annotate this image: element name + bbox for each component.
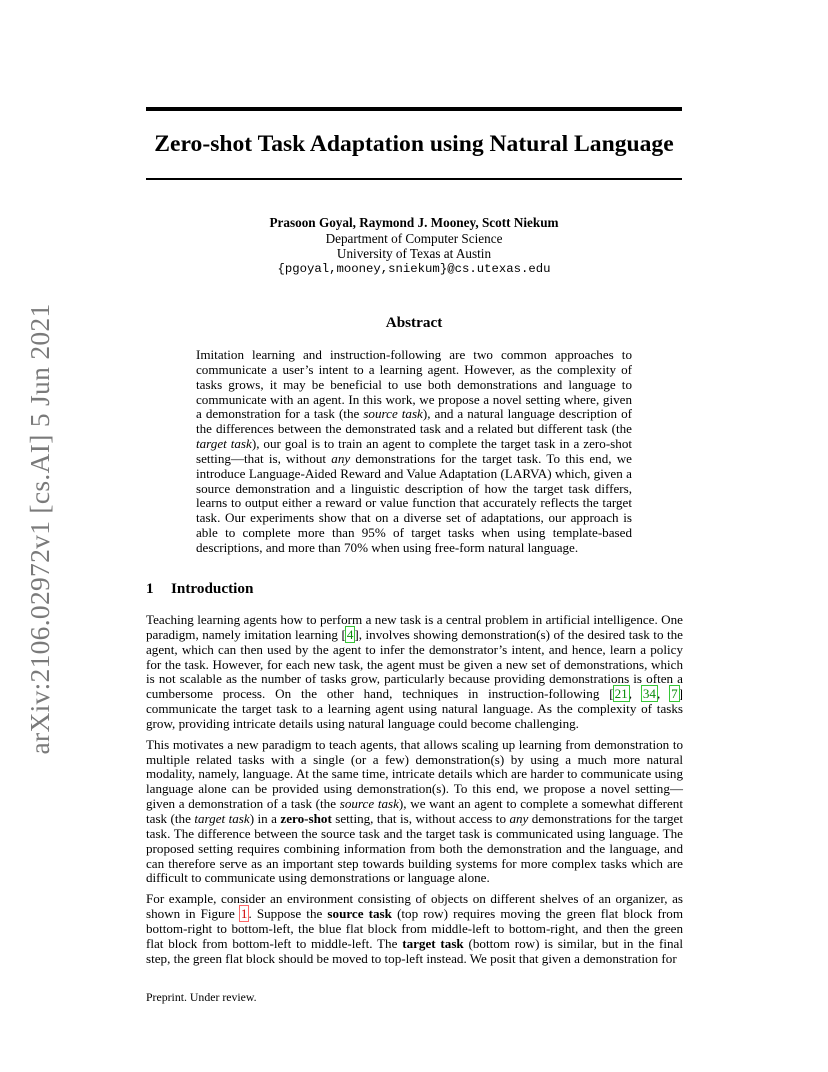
- emphasis: source task: [339, 796, 399, 812]
- emphasis: any: [509, 810, 529, 826]
- paragraph-text: (top row) requires moving the green flat block from bottom-right to bottom-left, the blue flat block from middle-left to bottom-right, and then the green flat block from bottom-left to middle-left. The: [146, 906, 683, 951]
- bold-term: source task: [327, 906, 392, 922]
- paragraph: Teaching learning agents how to perform a new task is a central problem in artificial intelligence. One paradigm, namely imitation learning [4], involves showing demonstration(s) of the desired task to the agent, which can then used by the agent to infer the demonstrator’s intent, and hence, learn a policy for the task. However, for each new task, the agent must be given a new set of demonstrations, which is not scalable as the number of tasks grow, particularly because providing demonstrations is often a cumbersome process. On the other hand, techniques in instruction-following [21, 34, 7] communicate the target task to a learning agent using natural language. As the complexity of tasks grow, providing intricate details using natural language could become challenging.: [146, 612, 684, 731]
- author-emails: {pgoyal,mooney,sniekum}@cs.utexas.edu: [277, 261, 551, 276]
- affiliation-university: University of Texas at Austin: [336, 246, 492, 261]
- paragraph-text: ) in a: [249, 810, 281, 826]
- paragraph-text: ), we want an agent to complete a somewhat different task (the: [146, 796, 683, 826]
- citation-link[interactable]: 34: [642, 686, 656, 702]
- emphasis: target task: [194, 810, 250, 826]
- figure-reference-link[interactable]: 1: [240, 906, 248, 922]
- paragraph-text: , involves showing demonstration(s) of the desired task to the agent, which can then used by the agent to infer the demonstrator’s intent, and hence, learn a policy for the task. However, for each new task, the agent must be given a new set of demonstrations, which is not scalable as the number of tasks grow, particularly because providing demonstrations is often a cumbersome process. On the other hand, techniques in instruction-following: [146, 626, 683, 702]
- paragraph-text: For example, consider an environment consisting of objects on different shelves of an organizer, as shown in Figure: [146, 891, 683, 922]
- paragraph: [146, 892, 683, 966]
- introduction-body: [146, 613, 683, 972]
- paragraph-text: . Suppose the: [248, 906, 328, 922]
- abstract-heading: Abstract: [385, 314, 443, 331]
- title-bottom-rule: [146, 178, 682, 180]
- paragraph-text: setting, that is, without access to: [331, 810, 510, 826]
- abstract-text: ), and a natural language description of the differences between the demonstrated task and a related but different task (the: [196, 406, 632, 437]
- citation-link[interactable]: 4: [346, 626, 354, 642]
- abstract-text: ), our goal is to train an agent to complete the target task in a zero-shot setting—that is, without: [196, 436, 633, 466]
- abstract-emphasis: source task: [363, 406, 423, 422]
- section-number: 1: [146, 580, 154, 597]
- abstract-text: Imitation learning and instruction-following are two common approaches to communicate a user’s intent to a learning agent. However, as the complexity of tasks grows, it may be beneficial to use both demonstrations and language to communicate with an agent. In this work, we propose a novel setting where, given a demonstration for a task (the: [196, 347, 632, 422]
- citation-link[interactable]: 21: [614, 686, 628, 702]
- paragraph: [146, 738, 683, 886]
- author-block: [146, 215, 682, 277]
- bold-term: zero-shot: [280, 810, 332, 826]
- paper-title: Zero-shot Task Adaptation using Natural Language: [154, 131, 674, 157]
- bold-term: target task: [402, 935, 464, 951]
- paragraph-text: This motivates a new paradigm to teach agents, that allows scaling up learning from demonstration to multiple related tasks with a single (or a few) demonstration(s) by using a much more natural modality, namely, language. At the same time, intricate details which are harder to communicate using language alone can be provided using demonstration(s). To this end, we propose a novel setting—given a demonstration of a task (the: [146, 736, 683, 812]
- abstract-emphasis: any: [331, 450, 351, 466]
- paragraph-text: (bottom row) is similar, but in the final step, the green flat block should be moved to top-left instead. We posit that given a demonstration for: [146, 935, 683, 966]
- citation-link[interactable]: 7: [671, 686, 678, 702]
- paragraph-text: communicate the target task to a learning agent using natural language. As the complexity of tasks grow, providing intricate details using natural language could become challenging.: [146, 701, 683, 731]
- section-title: Introduction: [171, 580, 254, 597]
- page-footer: Preprint. Under review.: [146, 990, 257, 1004]
- title-top-rule: [146, 107, 682, 111]
- paragraph-text: demonstrations for the target task. The difference between the source task and the target task is communicated using language. The proposed setting requires combining information from both the demonstration and the language, and can therefore serve as an important step towards building systems for more complex tasks which are difficult to communicate using demonstrations or language alone.: [146, 810, 683, 886]
- paragraph-text: Teaching learning agents how to perform a new task is a central problem in artificial intelligence. One paradigm, namely imitation learning: [146, 612, 683, 642]
- abstract-body: [196, 348, 632, 556]
- affiliation-department: Department of Computer Science: [325, 230, 503, 246]
- author-names: Prasoon Goyal, Raymond J. Mooney, Scott Niekum: [269, 215, 559, 230]
- abstract-text: demonstrations for the target task. To this end, we introduce Language-Aided Reward and Value Adaptation (LARVA) which, given a source demonstration and a linguistic description of how the target task differs, learns to output either a reward or value function that accurately reflects the target task. Our experiments show that on a diverse set of adaptations, our approach is able to complete more than 95% of target tasks when using template-based descriptions, and more than 70% when using free-form natural language.: [196, 450, 632, 555]
- abstract-emphasis: target task: [196, 436, 252, 452]
- section-heading: [146, 580, 253, 598]
- arxiv-identifier-stamp: arXiv:2106.02972v1 [cs.AI] 5 Jun 2021: [24, 303, 55, 755]
